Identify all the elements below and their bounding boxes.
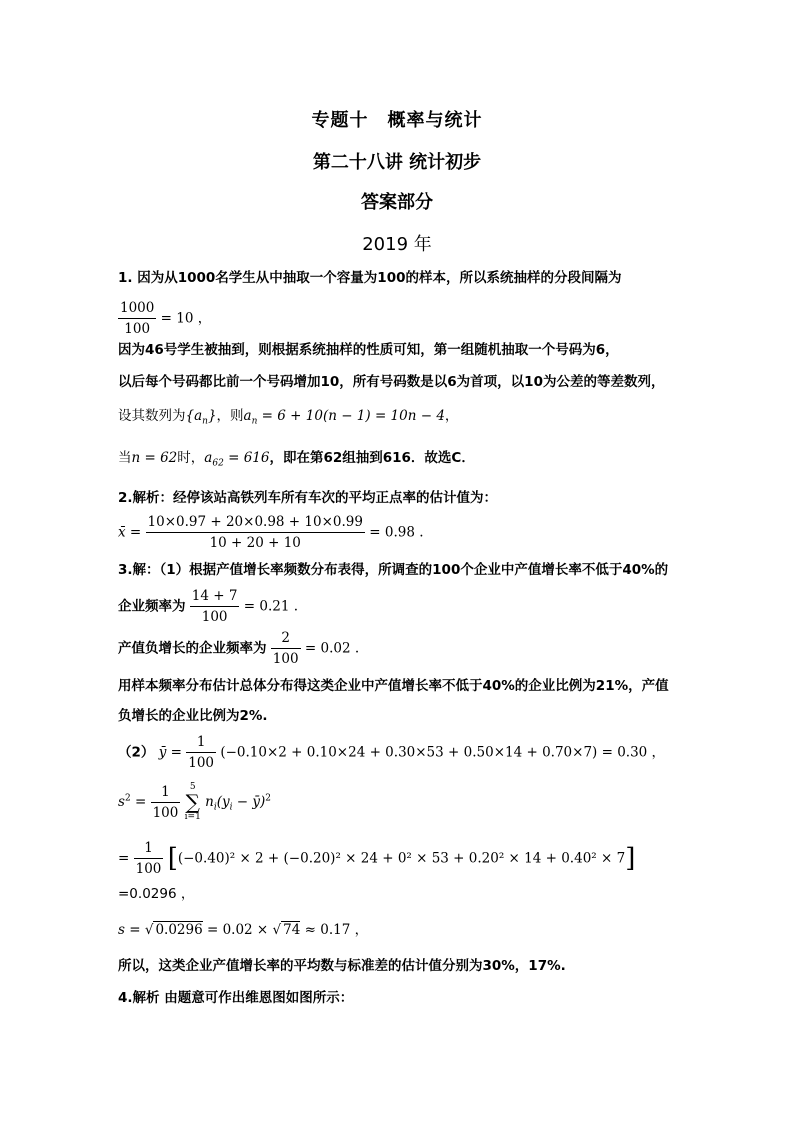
q3-f1-tail: = 0.21 . xyxy=(243,598,299,615)
q1-seq-end: } xyxy=(207,408,217,424)
q1-frac-num: 1000 xyxy=(118,300,156,319)
q3-s: s xyxy=(118,794,125,810)
q1-seq: {a xyxy=(185,408,203,424)
q3-conclusion: 所以，这类企业产值增长率的平均数与标准差的估计值分别为30%，17%. xyxy=(118,958,566,974)
q3-f3-den: 100 xyxy=(188,755,215,771)
page-title: 专题十 概率与统计 xyxy=(311,110,483,131)
q3-frac-2 xyxy=(271,630,301,667)
q1-line-1: 1. 因为从1000名学生从中抽取一个容量为100的样本，所以系统抽样的分段间隔为 xyxy=(118,270,622,286)
q2-frac-num: 10×0.97 + 20×0.98 + 10×0.99 xyxy=(146,514,365,533)
q3-f3-tail: (−0.10×2 + 0.10×24 + 0.30×53 + 0.50×14 + 0.70×7) = 0.30 ， xyxy=(220,744,666,761)
q3-frac-3 xyxy=(186,734,216,771)
q3-s-end: ≈ 0.17 ， xyxy=(300,922,369,938)
q3-f3-num: 1 xyxy=(186,734,216,753)
q3-s-pre: s = xyxy=(118,922,145,938)
q2-xbar: x̄ = xyxy=(118,524,142,541)
q1-line6-n: n = 62 xyxy=(131,450,178,466)
q1-line-5 xyxy=(118,406,458,432)
q3-line-2 xyxy=(118,588,298,625)
q1-line5-text: 设其数列为 xyxy=(118,408,186,424)
q1-line5-end: ， xyxy=(444,408,459,424)
q1-formula-a: a xyxy=(243,408,252,424)
sum-upper: 5 xyxy=(189,782,196,792)
q3-s-rad2: 74 xyxy=(283,922,301,938)
q1-fraction-line xyxy=(118,300,211,337)
q1-line6-pre: 当 xyxy=(118,450,132,466)
summation-sign: 5 ∑ i=1 xyxy=(184,782,201,822)
q3-f2-tail: = 0.02 . xyxy=(304,640,360,657)
sum-lower: i=1 xyxy=(184,812,201,822)
q3-eq: = xyxy=(118,850,130,867)
q1-frac-den: 100 xyxy=(124,321,151,337)
q1-line6-end: ，即在第62组抽到616．故选C． xyxy=(269,450,475,466)
q3-f4-num: 1 xyxy=(151,784,181,803)
q3-f1-den: 100 xyxy=(201,609,228,625)
q3-variance-value: =0.0296 ， xyxy=(118,886,195,902)
q1-line6-a-sub: 62 xyxy=(212,458,224,469)
sum-n-sub: i xyxy=(213,802,217,813)
q3-s-mid: = 0.02 × xyxy=(202,922,273,938)
q3-f2-num: 2 xyxy=(271,630,301,649)
lecture-subtitle: 第二十八讲 统计初步 xyxy=(312,152,482,173)
q3-variance-expand: = $\frac{1}{100}$ [(−0.40)² × 2 + (−0.20)² × 24 + 0² × 53 + 0.20² × 14 + 0.40² × 7] xyxy=(118,840,636,877)
q3-ybar: ȳ = xyxy=(158,744,182,761)
q2-formula xyxy=(118,514,424,551)
q3-line-3 xyxy=(118,630,359,667)
q3-frac-4 xyxy=(151,784,181,821)
q1-formula-rest: = 6 + 10(n − 1) = 10n − 4 xyxy=(257,408,445,424)
q3-frac-5 xyxy=(134,840,164,877)
q1-frac-tail: = 10 ， xyxy=(160,310,212,327)
q3-line6-pre: （2） xyxy=(118,744,155,761)
q1-line-6 xyxy=(118,448,475,474)
q1-line6-mid: 时， xyxy=(177,450,205,466)
sum-n: n xyxy=(205,794,214,810)
q3-f1-num: 14 + 7 xyxy=(190,588,240,607)
year-heading: 2019 年 xyxy=(362,234,432,255)
q1-fraction xyxy=(118,300,156,337)
q3-line-4: 用样本频率分布估计总体分布得这类企业中产值增长率不低于40%的企业比例为21%，产值 xyxy=(118,678,669,694)
q2-line-1: 2.解析：经停该站高铁列车所有车次的平均正点率的估计值为： xyxy=(118,490,498,506)
q2-tail: = 0.98 . xyxy=(369,524,424,541)
q1-line-3: 因为46号学生被抽到，则根据系统抽样的性质可知，第一组随机抽取一个号码为6， xyxy=(118,342,619,358)
q1-formula-sub: n xyxy=(251,416,258,427)
sum-paren-sub: i xyxy=(229,802,233,813)
q3-line3-pre: 产值负增长的企业频率为 xyxy=(118,640,267,657)
q1-seq-sub: n xyxy=(202,416,208,427)
q4-line-1: 4.解析 由题意可作出维恩图如图所示： xyxy=(118,990,354,1006)
q3-s2-eq: = xyxy=(130,794,147,810)
q3-line-5: 负增长的企业比例为2%. xyxy=(118,708,268,724)
q1-line-4: 以后每个号码都比前一个号码增加10，所有号码数是以6为首项，以10为公差的等差数列， xyxy=(118,374,665,390)
q1-line5-mid: ，则 xyxy=(216,408,244,424)
q3-f5-den: 100 xyxy=(135,861,162,877)
sum-paren-rest: − ȳ) xyxy=(232,794,266,810)
q3-f4-den: 100 xyxy=(152,804,179,821)
q3-s-rad1: 0.0296 xyxy=(155,922,203,938)
sum-paren: (y xyxy=(216,794,230,810)
section-heading: 答案部分 xyxy=(361,192,433,213)
q3-line-1: 3.解：（1）根据产值增长率频数分布表得，所调查的100个企业中产值增长率不低于40%的 xyxy=(118,562,669,578)
q1-line6-eq: = 616 xyxy=(223,450,270,466)
q3-f5-num: 1 xyxy=(134,840,164,859)
q3-variance-def: $s^2$ = $\frac{1}{100}$ 5 ∑ i=1 $n_i(y_i$ − ȳ)$^2$ xyxy=(118,782,272,822)
q3-line-6 xyxy=(118,734,665,771)
q3-std-dev: s = √ 0.0296 = 0.02 × √ 74 ≈ 0.17 ， xyxy=(118,922,369,938)
q1-line6-a: a xyxy=(204,450,213,466)
q3-line2-pre: 企业频率为 xyxy=(118,598,186,615)
q3-bracket-body: (−0.40)² × 2 + (−0.20)² × 24 + 0² × 53 + 0.20² × 14 + 0.40² × 7 xyxy=(177,850,626,867)
q2-frac-den: 10 + 20 + 10 xyxy=(209,535,301,551)
q3-frac-1 xyxy=(190,588,240,625)
q3-f2-den: 100 xyxy=(272,651,299,667)
q2-fraction xyxy=(146,514,365,551)
